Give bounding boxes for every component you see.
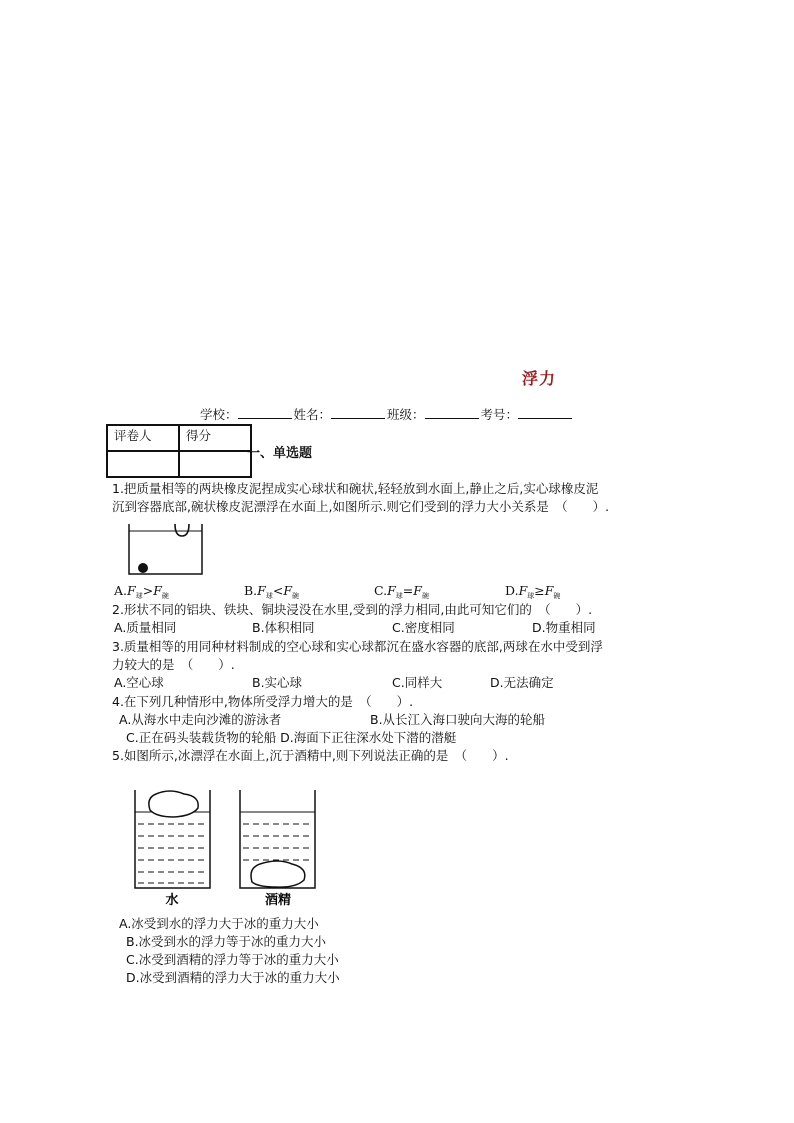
score-cell[interactable] bbox=[179, 451, 251, 477]
q2-option-c[interactable]: C.密度相同 bbox=[392, 620, 455, 635]
q1-option-c[interactable]: $C.F_球=F_碗$ bbox=[374, 583, 429, 600]
label-alcohol: 酒精 bbox=[264, 893, 292, 908]
reviewer-cell[interactable] bbox=[107, 451, 179, 477]
label-water: 水 bbox=[165, 893, 179, 908]
q5-option-a[interactable]: A.冰受到水的浮力大于冰的重力大小 bbox=[119, 916, 319, 931]
sunken-ice bbox=[251, 861, 305, 887]
class-label: 班级： bbox=[387, 407, 425, 422]
q3-option-c[interactable]: C.同样大 bbox=[392, 675, 443, 690]
q3-line1: 3.质量相等的用同种材料制成的空心球和实心球都沉在盛水容器的底部,两球在水中受到浮 bbox=[112, 639, 603, 654]
student-info-line bbox=[200, 405, 574, 423]
section-title: 一、单选题 bbox=[247, 446, 313, 461]
q5-line1: 5.如图所示,冰漂浮在水面上,沉于酒精中,则下列说法正确的是 （ ）. bbox=[112, 748, 509, 763]
score-table bbox=[106, 424, 252, 478]
q4-option-a[interactable]: A.从海水中走向沙滩的游泳者 bbox=[119, 712, 282, 727]
q1-line1: 1.把质量相等的两块橡皮泥捏成实心球状和碗状,轻轻放到水面上,静止之后,实心球橡皮泥 bbox=[112, 481, 599, 496]
q1-container-figure bbox=[126, 522, 206, 577]
q4-line1: 4.在下列几种情形中,物体所受浮力增大的是 （ ）. bbox=[112, 694, 414, 709]
reviewer-header: 评卷人 bbox=[107, 425, 179, 451]
floating-ice bbox=[149, 791, 198, 817]
q5-option-d[interactable]: D.冰受到酒精的浮力大于冰的重力大小 bbox=[126, 970, 340, 985]
q5-option-b[interactable]: B.冰受到水的浮力等于冰的重力大小 bbox=[126, 934, 327, 949]
q1-line2: 沉到容器底部,碗状橡皮泥漂浮在水面上,如图所示.则它们受到的浮力大小关系是 （ ）. bbox=[112, 499, 610, 514]
alcohol-beaker bbox=[240, 790, 315, 888]
q3-option-d[interactable]: D.无法确定 bbox=[490, 675, 554, 690]
q4-option-cd[interactable]: C.正在码头装载货物的轮船 D.海面下正往深水处下潜的潜艇 bbox=[126, 730, 457, 745]
exam-no-label: 考号： bbox=[480, 407, 519, 422]
q3-option-a[interactable]: A.空心球 bbox=[114, 675, 164, 690]
water-beaker bbox=[135, 790, 210, 888]
q1-option-d[interactable]: $D.F_球\ge F_碗$ bbox=[505, 583, 561, 600]
exam-no-blank[interactable] bbox=[518, 406, 572, 419]
bowl-shape bbox=[175, 524, 189, 536]
name-label: 姓名： bbox=[293, 407, 332, 422]
q2-line1: 2.形状不同的铝块、铁块、铜块浸没在水里,受到的浮力相同,由此可知它们的 （ ）. bbox=[112, 602, 593, 617]
q4-option-b[interactable]: B.从长江入海口驶向大海的轮船 bbox=[370, 712, 546, 727]
q1-option-b[interactable]: $B.F_球<F_碗$ bbox=[244, 583, 300, 600]
q3-option-b[interactable]: B.实心球 bbox=[252, 675, 303, 690]
q5-option-c[interactable]: C.冰受到酒精的浮力等于冰的重力大小 bbox=[126, 952, 339, 967]
q2-option-d[interactable]: D.物重相同 bbox=[532, 620, 596, 635]
q5-ice-figure bbox=[130, 786, 330, 910]
school-label: 学校： bbox=[200, 407, 238, 422]
q2-option-a[interactable]: A.质量相同 bbox=[114, 620, 177, 635]
name-blank[interactable] bbox=[331, 406, 385, 419]
q1-option-a[interactable]: $A.F_球>F_碗$ bbox=[114, 583, 169, 600]
school-blank[interactable] bbox=[238, 406, 292, 419]
q2-option-b[interactable]: B.体积相同 bbox=[252, 620, 315, 635]
page-title: 浮力 bbox=[522, 369, 557, 388]
score-header: 得分 bbox=[179, 425, 251, 451]
class-blank[interactable] bbox=[425, 406, 479, 419]
q3-line2: 力较大的是 （ ）. bbox=[112, 657, 235, 672]
solid-ball bbox=[138, 563, 148, 573]
